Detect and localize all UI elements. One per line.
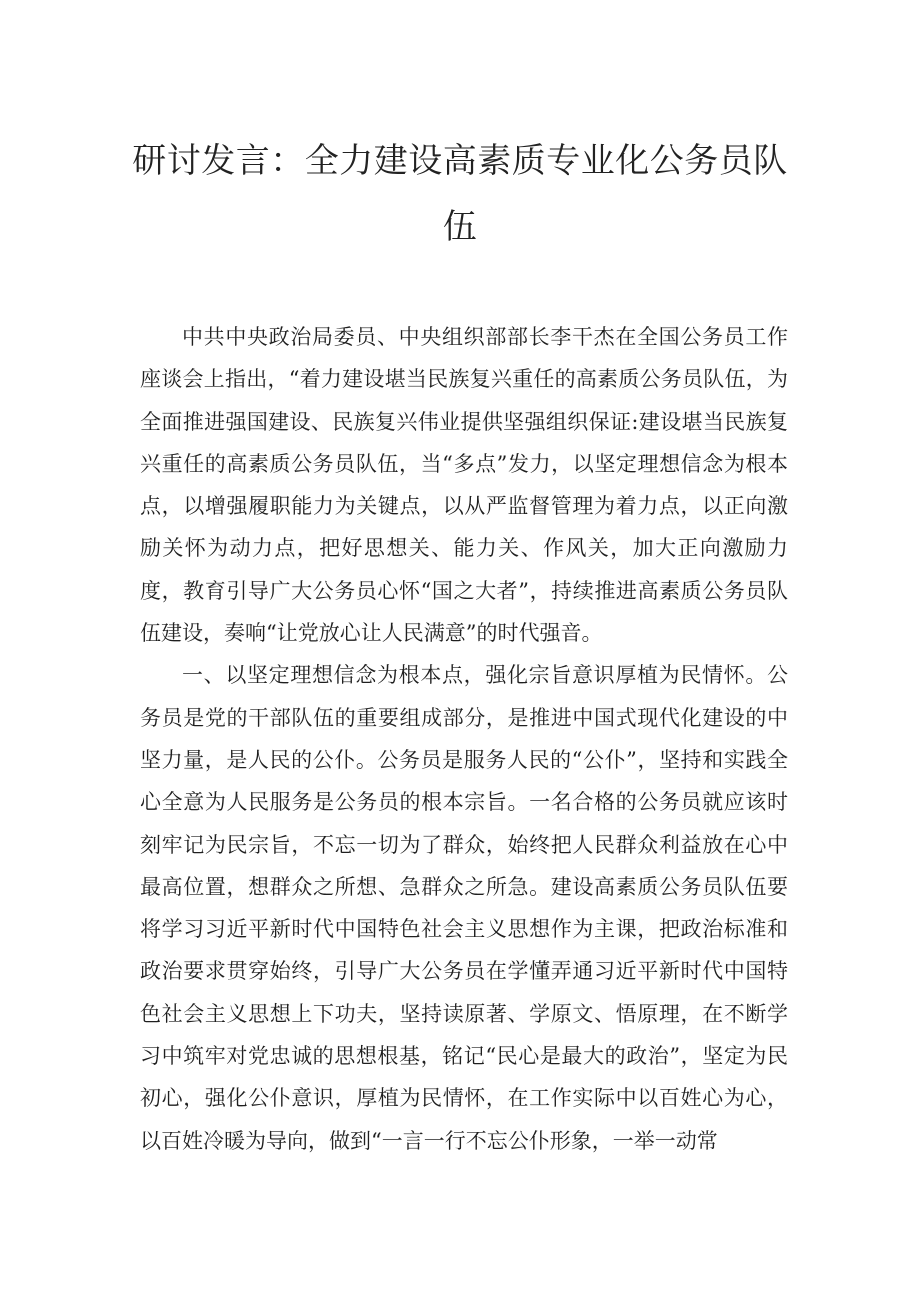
document-title: 研讨发言：全力建设高素质专业化公务员队伍 xyxy=(132,141,788,247)
paragraph-section-one: 一、以坚定理想信念为根本点，强化宗旨意识厚植为民情怀。公务员是党的干部队伍的重要组成部分，是推进中国式现代化建设的中坚力量，是人民的公仆。公务员是服务人民的“公仆”，坚持和实践全心全意为人民服务是公务员的根本宗旨。一名合格的公务员就应该时刻牢记为民宗旨，不忘一切为了群众，始终把人民群众利益放在心中最高位置，想群众之所想、急群众之所急。建设高素质公务员队伍要将学习习近平新时代中国特色社会主义思想作为主课，把政治标准和政治要求贯穿始终，引导广大公务员在学懂弄通习近平新时代中国特色社会主义思想上下功夫，坚持读原著、学原文、悟原理，在不断学习中筑牢对党忠诚的思想根基，铭记“民心是最大的政治”，坚定为民初心，强化公仆意识，厚植为民情怀，在工作实际中以百姓心为心，以百姓冷暖为导向，做到“一言一行不忘公仆形象，一举一动常 xyxy=(140,663,788,1153)
document-body xyxy=(140,316,788,1162)
paragraph-intro: 中共中央政治局委员、中央组织部部长李干杰在全国公务员工作座谈会上指出，“着力建设堪当民族复兴重任的高素质公务员队伍，为全面推进强国建设、民族复兴伟业提供坚强组织保证:建设堪当民族复兴重任的高素质公务员队伍，当“多点”发力，以坚定理想信念为根本点，以增强履职能力为关键点，以从严监督管理为着力点，以正向激励关怀为动力点，把好思想关、能力关、作风关，加大正向激励力度，教育引导广大公务员心怀“国之大者”，持续推进高素质公务员队伍建设，奏响“让党放心让人民满意”的时代强音。 xyxy=(140,325,788,646)
